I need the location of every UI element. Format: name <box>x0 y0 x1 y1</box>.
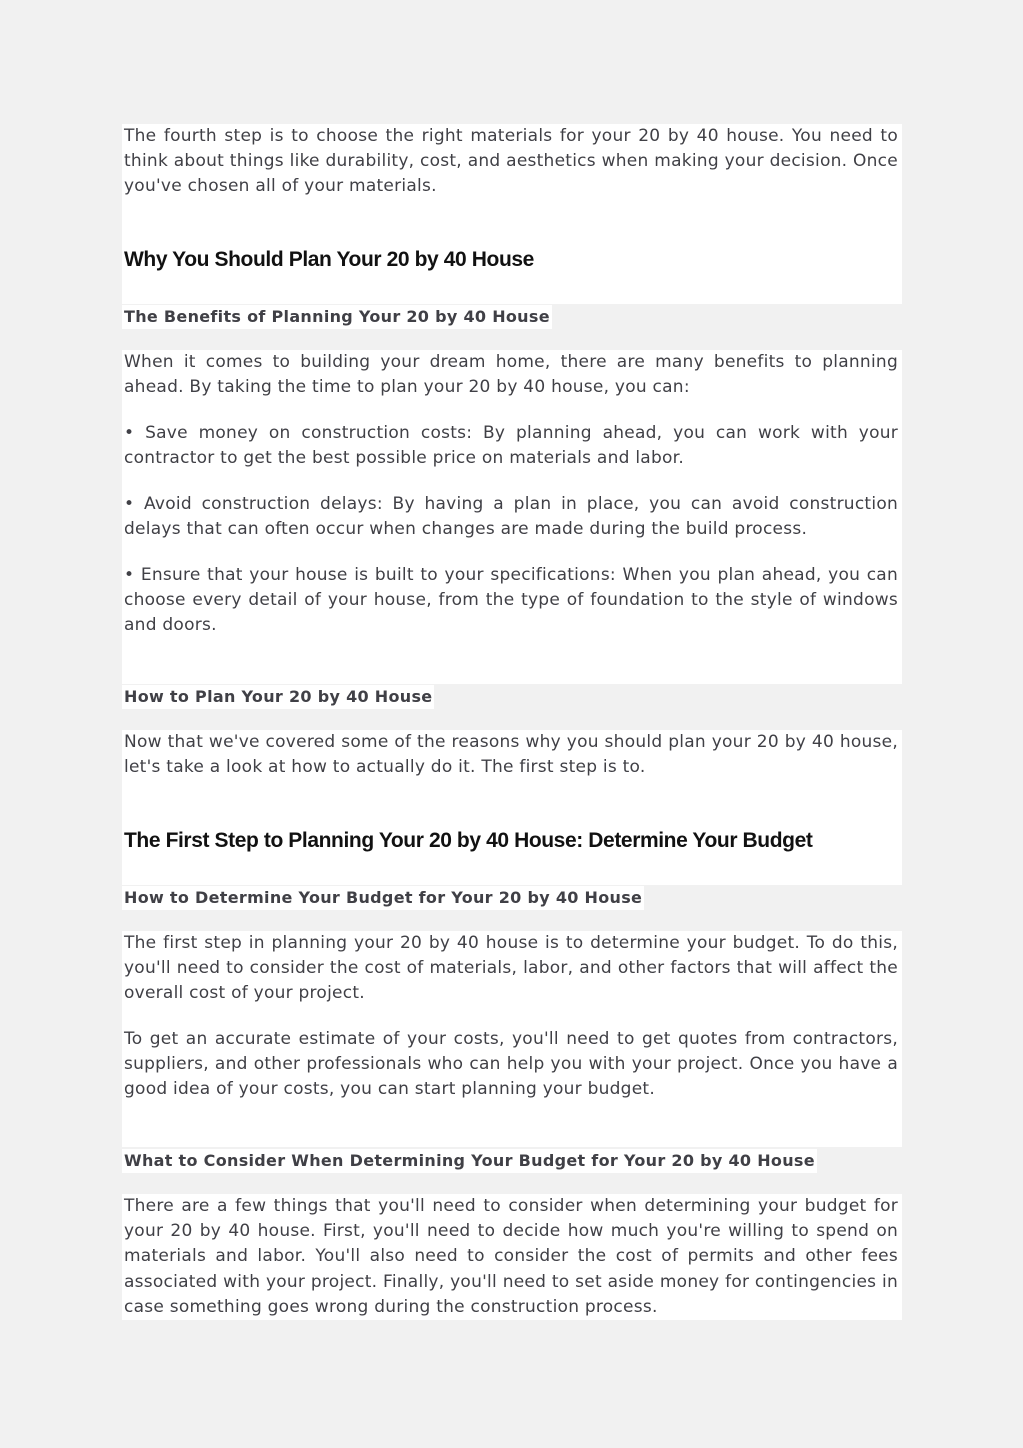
budget-paragraph-estimate: To get an accurate estimate of your costs, you'll need to get quotes from contractors, suppliers, and other professionals who can help you with your project. Once you have a good idea of your costs, you can start planning your budget. <box>124 1029 898 1100</box>
how-to-plan-paragraph: Now that we've covered some of the reasons why you should plan your 20 by 40 house, let's take a look at how to actually do it. The first step is to. <box>124 732 898 778</box>
subheading-benefits: The Benefits of Planning Your 20 by 40 House <box>122 305 552 329</box>
section-heading-why-plan: Why You Should Plan Your 20 by 40 House <box>124 248 534 271</box>
subheading-what-to-consider: What to Consider When Determining Your Budget for Your 20 by 40 House <box>122 1149 817 1173</box>
benefit-item-save-money: • Save money on construction costs: By planning ahead, you can work with your contractor to get the best possible price on materials and labor. <box>124 423 898 469</box>
budget-paragraph-first-step: The first step in planning your 20 by 40 house is to determine your budget. To do this, you'll need to consider the cost of materials, labor, and other factors that will affect the overall cost of your project. <box>124 933 898 1004</box>
benefit-item-specifications: • Ensure that your house is built to your specifications: When you plan ahead, you can choose every detail of your house, from the type of foundation to the style of windows and doors. <box>124 565 898 636</box>
section-heading-determine-budget: The First Step to Planning Your 20 by 40 House: Determine Your Budget <box>124 829 813 852</box>
benefits-intro-paragraph: When it comes to building your dream home, there are many benefits to planning ahead. By taking the time to plan your 20 by 40 house, you can: <box>124 352 898 398</box>
benefit-item-avoid-delays: • Avoid construction delays: By having a plan in place, you can avoid construction delays that can often occur when changes are made during the build process. <box>124 494 898 540</box>
subheading-how-to-plan: How to Plan Your 20 by 40 House <box>122 685 434 709</box>
consider-paragraph: There are a few things that you'll need to consider when determining your budget for your 20 by 40 house. First, you'll need to decide how much you're willing to spend on materials and labor. You'll also need to consider the cost of permits and other fees associated with your project. Finally, you'll need to set aside money for contingencies in case something goes wrong during the construction process. <box>124 1196 898 1317</box>
subheading-how-to-determine-budget: How to Determine Your Budget for Your 20 by 40 House <box>122 886 644 910</box>
intro-paragraph: The fourth step is to choose the right materials for your 20 by 40 house. You need to think about things like durability, cost, and aesthetics when making your decision. Once you've chosen all of your materials. <box>124 126 898 197</box>
